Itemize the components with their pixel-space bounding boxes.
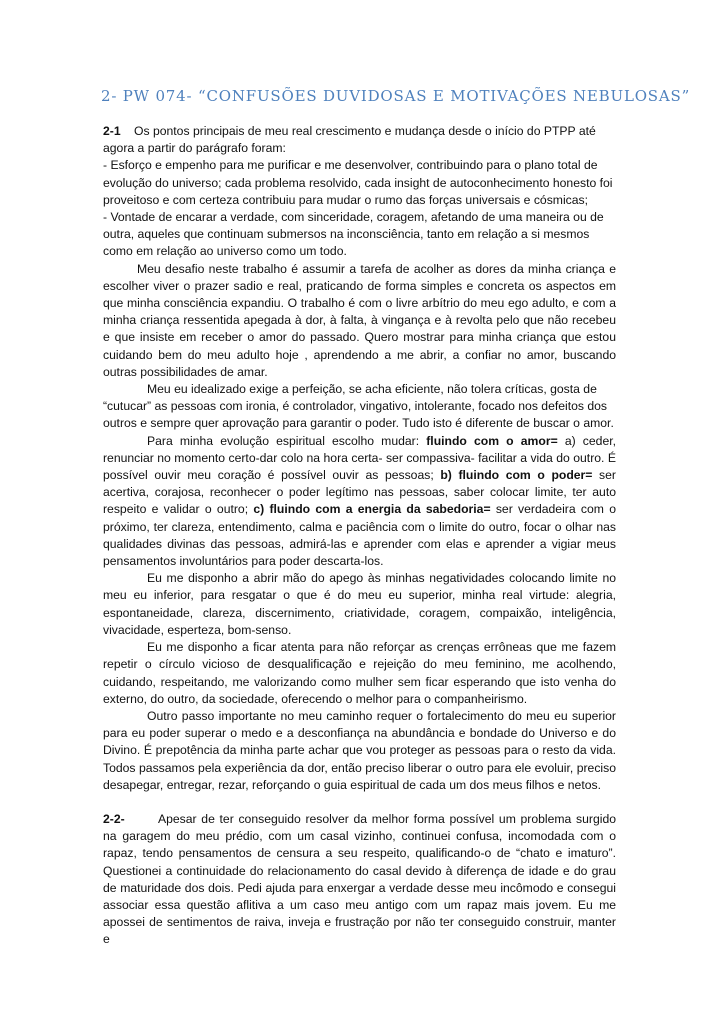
paragraph-desafio: Meu desafio neste trabalho é assumir a tarefa de acolher as dores da minha criança e escolher viver o prazer sadio e real, praticando de forma simples e concreta os aspectos em que minha consciência expandiu. O trabalho é com o livre arbítrio do meu ego adulto, e com a minha criança ressentida apegada à dor, à falta, à vingança e à revolta pelo que não recebeu e que insiste em receber o amor do passado. Quero mostrar para minha criança que estou cuidando bem do meu adulto hoje , aprendendo a me abrir, a confiar no amor, buscando outras possibilidades de amar. [103,261,616,379]
section-1-number: 2-1 [103,124,121,138]
label-fluindo-sabedoria: c) fluindo com a energia da sabedoria= [253,502,491,517]
section-2-number: 2-2- [103,811,125,826]
section-2-text: Apesar de ter conseguido resolver da melhor forma possível um problema surgido na garagem do meu prédio, com um casal vizinho, continuei confusa, incomodada com o rapaz, tendo pensamentos de censura a seu respeito, qualificando-o de “chato e imaturo”. Questionei a continuidade do relacionamento do casal devido à diferença de idade e do grau de maturidade dos dois. Pedi ajuda para enxergar a verdade desse meu incômodo e consegui associar essa questão aflitiva a um caso meu antigo com um rapaz mais jovem. Eu me apossei de sentimentos de raiva, inveja e frustração por não ter conseguido construir, manter e [103,811,616,947]
paragraph-disponho-2: Eu me disponho a ficar atenta para não reforçar as crenças errôneas que me fazem repetir o círculo vicioso de desqualificação e rejeição do meu feminino, me acolhendo, cuidando, respeitando, me valorizando como mulher sem ficar esperando que isto venha do externo, do outro, da sociedade, oferecendo o melhor para o companheirismo. [103,640,616,706]
paragraph-eu-idealizado: Meu eu idealizado exige a perfeição, se acha eficiente, não tolera críticas, gosta de “cutucar” as pessoas com ironia, é controlador, vingativo, intolerante, focado nos defeitos dos outros e sempre quer aprovação para garantir o poder. Tudo isto é diferente de buscar o amor. [103,382,614,431]
evolucao-text-c: ser acertiva, corajosa, reconhecer o poder legítimo nas pessoas, saber colocar limite, ter auto respeito e validar o outro; [103,468,616,517]
evolucao-text-a: Para minha evolução espiritual escolho mudar: [147,433,427,448]
paragraph-evolucao-espiritual [103,433,616,571]
section-2-paragraph [103,811,616,949]
evolucao-text-d: ser verdadeira com o próximo, ter clareza, entendimento, calma e paciência com o limite do outro, focar o olhar nas qualidades divinas das pessoas, admirá-las e aprender com elas e aprender a vigiar meus pensamentos involuntários para poder descarta-los. [103,502,616,569]
section-1-item-1: - Esforço e empenho para me purificar e me desenvolver, contribuindo para o plano total de evolução do universo; cada problema resolvido, cada insight de autoconhecimento honesto foi proveitoso e com certeza contribuiu para mudar o rumo das forças universais e cósmicas; [103,158,613,207]
heading-number: 2- PW 074- [101,87,193,105]
label-fluindo-amor: fluindo com o amor= [426,433,558,448]
label-fluindo-poder: b) fluindo com o poder= [440,468,593,483]
document-body [103,123,616,949]
section-1-intro-text: Os pontos principais de meu real crescimento e mudança desde o início do PTPP até agora a partir do parágrafo foram: [103,124,596,156]
heading-title: “CONFUSÕES DUVIDOSAS E MOTIVAÇÕES NEBULOSAS” [198,87,691,105]
paragraph-outro-passo: Outro passo importante no meu caminho requer o fortalecimento do meu eu superior para eu poder superar o medo e a desconfiança na abundância e bondade do Universo e do Divino. É prepotência da minha parte achar que vou proteger as pessoas para o resto da vida. Todos passamos pela experiência da dor, então preciso liberar o outro para ele evoluir, preciso desapegar, entregar, rezar, reforçando o guia espiritual de cada um dos meus filhos e netos. [103,708,616,792]
section-heading [101,87,691,105]
section-gap [103,794,616,811]
section-1-intro [103,123,616,157]
paragraph-disponho-1: Eu me disponho a abrir mão do apego às minhas negatividades colocando limite no meu eu inferior, para resgatar o que é do meu eu superior, minha real virtude: alegria, espontaneidade, clareza, discernimento, criatividade, coragem, compaixão, inteligência, vivacidade, esperteza, bom-senso. [103,571,616,637]
evolucao-text-b: a) ceder, renunciar no momento certo-dar colo na hora certa- ser compassiva- facilitar a vida do outro. É possível ouvir meu coração é possível ouvir as pessoas; [103,433,616,483]
section-1-item-2: - Vontade de encarar a verdade, com sinceridade, coragem, afetando de uma maneira ou de outra, aqueles que continuam submersos na inconsciência, tanto em relação a si mesmos como em relação ao universo como um todo. [103,210,604,259]
